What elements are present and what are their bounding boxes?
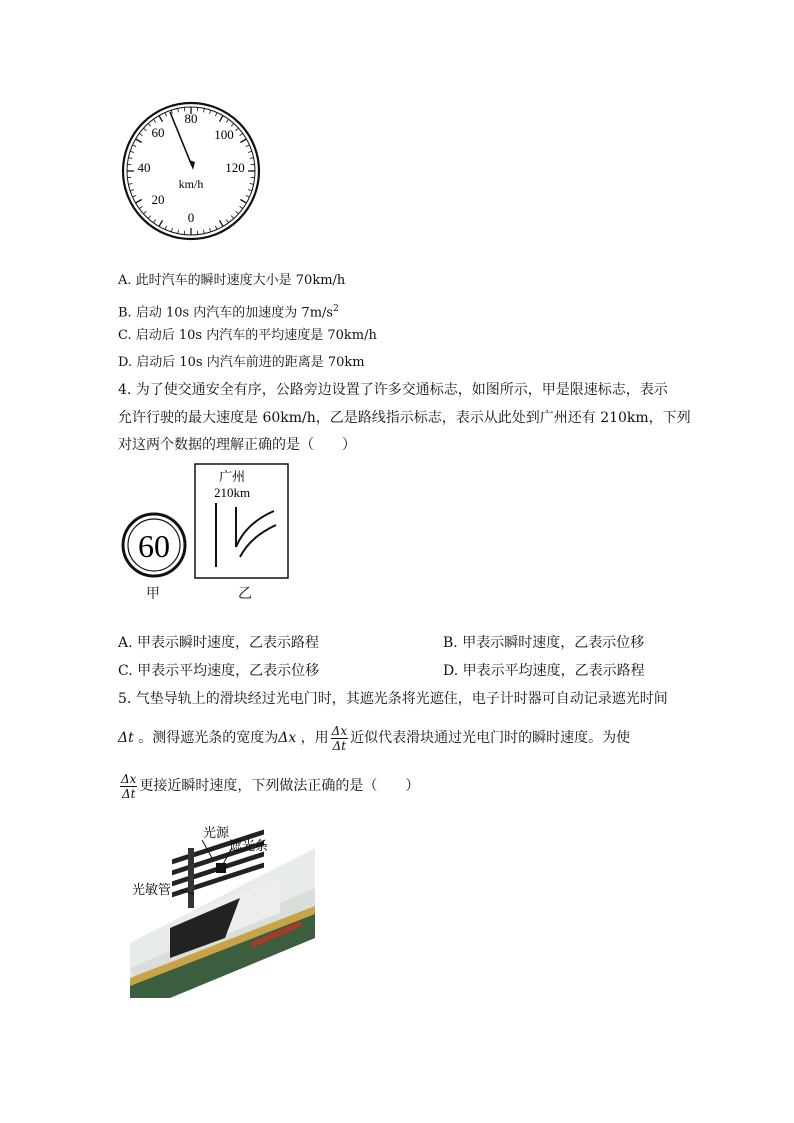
q3-option-b[interactable]: B. 启动 10s 内汽车的加速度为 $7m/s^2$ bbox=[118, 304, 339, 321]
speedometer-tick-mark bbox=[203, 230, 204, 234]
speedometer-tick-mark bbox=[248, 151, 252, 152]
speed-unit: km/h bbox=[178, 177, 204, 191]
label-jia: 甲 bbox=[146, 586, 160, 602]
q4-option-c[interactable]: C. 甲表示平均速度，乙表示位移 bbox=[118, 663, 320, 679]
speedometer-tick-mark bbox=[136, 200, 142, 204]
speedometer-tick-mark bbox=[248, 190, 252, 191]
speedometer-tick-mark bbox=[136, 139, 142, 143]
speedometer-tick-mark bbox=[153, 220, 155, 223]
speedometer-tick-mark bbox=[178, 230, 179, 234]
speedometer-tick-mark bbox=[143, 211, 146, 214]
q4-stem-line1: 4. 为了使交通安全有序，公路旁边设置了许多交通标志，如图所示，甲是限速标志，表示 bbox=[118, 382, 668, 398]
speedometer-figure bbox=[120, 100, 262, 242]
q4-stem-line2: 允许行驶的最大速度是 60km/h，乙是路线指示标志，表示从此处到广州还有 210km，下列 bbox=[118, 410, 691, 426]
speedometer-tick-mark bbox=[133, 195, 137, 197]
speed-tick-0: 0 bbox=[187, 210, 195, 225]
q4-option-d[interactable]: D. 甲表示平均速度，乙表示路程 bbox=[443, 663, 645, 679]
speedometer-tick-mark bbox=[240, 139, 246, 143]
speedometer-tick-mark bbox=[171, 228, 172, 232]
speedometer-tick-mark bbox=[210, 228, 211, 232]
speedometer-tick-mark bbox=[226, 119, 228, 122]
q4-option-a[interactable]: A. 甲表示瞬时速度，乙表示路程 bbox=[118, 635, 320, 651]
speedometer-tick-mark bbox=[240, 133, 243, 135]
speedometer-tick-mark bbox=[240, 206, 243, 208]
label-light-source: 光源 bbox=[203, 826, 230, 841]
label-shading-strip: 遮光条 bbox=[229, 839, 269, 854]
speed-limit-value: 60 bbox=[138, 528, 170, 564]
speedometer-tick-mark bbox=[250, 158, 254, 159]
speed-limit-sign bbox=[121, 512, 187, 578]
speed-tick-20: 20 bbox=[151, 192, 165, 207]
speedometer-tick-mark bbox=[148, 216, 151, 219]
speedometer-tick-mark bbox=[139, 133, 142, 135]
speedometer-tick-mark bbox=[220, 116, 224, 122]
speedometer-tick-mark bbox=[153, 119, 155, 122]
speedometer-tick-mark bbox=[226, 220, 228, 223]
route-sign bbox=[194, 463, 289, 579]
label-photosensitive-tube: 光敏管 bbox=[132, 883, 172, 898]
speedometer-tick-mark bbox=[231, 123, 234, 126]
speedometer-tick-mark bbox=[250, 183, 254, 184]
route-sign-city: 广州 bbox=[218, 470, 246, 485]
speedometer-tick-mark bbox=[143, 128, 146, 131]
speedometer-tick-mark bbox=[159, 220, 163, 226]
speedometer-tick-mark bbox=[210, 110, 211, 114]
speedometer-tick-mark bbox=[215, 226, 217, 230]
speedometer-tick-mark bbox=[165, 113, 167, 117]
speed-tick-80: 80 bbox=[184, 111, 198, 126]
route-sign-distance: 210km bbox=[213, 485, 251, 500]
speedometer-tick-mark bbox=[128, 158, 132, 159]
photogate-photo bbox=[130, 818, 315, 998]
speedometer-tick-mark bbox=[178, 108, 179, 112]
speedometer-tick-mark bbox=[128, 183, 132, 184]
q5-stem-line2: Δt 。测得遮光条的宽度为Δx ，用 $\frac{\Delta x}{\Delta t}$ 近似代表滑块通过光电门时的瞬时速度。为使 bbox=[118, 723, 631, 753]
q5-stem-line1: 5. 气垫导轨上的滑块经过光电门时，其遮光条将光遮住，电子计时器可自动记录遮光时间 bbox=[118, 691, 668, 707]
speedometer-tick-mark bbox=[246, 145, 250, 147]
speedometer-tick-mark bbox=[159, 116, 163, 122]
speed-tick-120: 120 bbox=[225, 160, 245, 175]
q5-stem-line3: $\frac{\Delta x}{\Delta t}$ 更接近瞬时速度，下列做法正确的是（ ） bbox=[121, 771, 420, 801]
q3-option-c[interactable]: C. 启动后 10s 内汽车的平均速度是 70km/h bbox=[118, 328, 377, 343]
speed-tick-60: 60 bbox=[151, 125, 165, 140]
speedometer-tick-mark bbox=[231, 216, 234, 219]
speedometer-tick-mark bbox=[130, 190, 134, 191]
speedometer-tick-mark bbox=[215, 113, 217, 117]
speed-tick-100: 100 bbox=[214, 127, 234, 142]
speedometer-tick-mark bbox=[148, 123, 151, 126]
speedometer-tick-mark bbox=[165, 226, 167, 230]
q3-option-d[interactable]: D. 启动后 10s 内汽车前进的距离是 70km bbox=[118, 355, 365, 370]
speedometer-tick-mark bbox=[130, 151, 134, 152]
speedometer-tick-mark bbox=[246, 195, 250, 197]
q3-option-a[interactable]: A. 此时汽车的瞬时速度大小是 70km/h bbox=[118, 273, 346, 288]
q4-stem-line3: 对这两个数据的理解正确的是（ ） bbox=[118, 437, 356, 453]
label-yi: 乙 bbox=[238, 586, 252, 602]
speedometer-tick-mark bbox=[236, 211, 239, 214]
speedometer-tick-mark bbox=[240, 200, 246, 204]
q4-option-b[interactable]: B. 甲表示瞬时速度，乙表示位移 bbox=[443, 635, 645, 651]
speedometer-tick-mark bbox=[203, 108, 204, 112]
speed-tick-40: 40 bbox=[137, 160, 151, 175]
speedometer-tick-mark bbox=[139, 206, 142, 208]
speedometer-tick-mark bbox=[220, 220, 224, 226]
speedometer-tick-mark bbox=[133, 145, 137, 147]
speedometer-tick-mark bbox=[236, 128, 239, 131]
